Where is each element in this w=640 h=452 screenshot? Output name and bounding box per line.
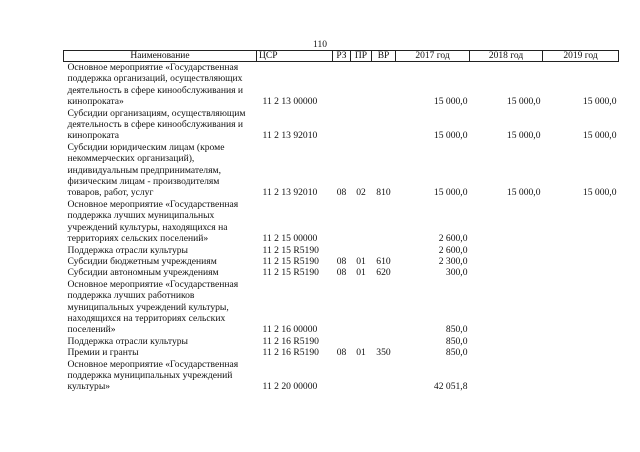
row-vr — [372, 245, 396, 256]
table-row — [64, 256, 619, 267]
row-2018 — [470, 359, 543, 393]
row-pr — [351, 245, 372, 256]
row-2018 — [470, 336, 543, 347]
row-vr — [372, 336, 396, 347]
table-row — [64, 336, 619, 347]
row-2019 — [543, 256, 619, 267]
row-name: Основное мероприятие «Государственная поддержка организаций, осуществляющих деятельность в сфере кинообслуживания и кинопроката» — [67, 62, 244, 108]
row-2017: 300,0 — [445, 267, 468, 279]
row-name: Субсидии бюджетным учреждениям — [67, 255, 217, 267]
row-pr: 01 — [356, 267, 366, 279]
row-2017: 15 000,0 — [433, 130, 468, 142]
row-2018: 15 000,0 — [506, 187, 541, 199]
row-rz — [333, 108, 351, 142]
row-csr: 11 2 13 00000 — [262, 96, 318, 108]
row-2017: 850,0 — [445, 335, 468, 347]
table-row — [64, 62, 619, 108]
row-csr: 11 2 16 R5190 — [262, 335, 319, 347]
row-rz — [333, 279, 351, 336]
row-csr: 11 2 16 R5190 — [262, 347, 319, 359]
row-2017: 15 000,0 — [433, 187, 468, 199]
table-row — [64, 245, 619, 256]
row-pr — [351, 336, 372, 347]
table-row — [64, 199, 619, 245]
row-name: Поддержка отрасли культуры — [67, 244, 188, 256]
row-name: Основное мероприятие «Государственная поддержка муниципальных учреждений культуры» — [67, 358, 239, 393]
header-2019: 2019 год — [543, 51, 619, 62]
row-2017: 2 600,0 — [438, 233, 468, 245]
row-pr: 02 — [356, 187, 366, 199]
header-2018: 2018 год — [470, 51, 543, 62]
row-csr: 11 2 13 92010 — [262, 187, 318, 199]
table-row — [64, 108, 619, 142]
row-2018 — [470, 245, 543, 256]
table-row — [64, 347, 619, 358]
row-rz: 08 — [336, 187, 347, 199]
row-name: Поддержка отрасли культуры — [67, 335, 188, 347]
budget-table — [63, 50, 619, 393]
table-row — [64, 267, 619, 278]
row-name: Субсидии организациям, осуществляющим деятельность в сфере кинообслуживания и кинопроката — [67, 107, 246, 142]
header-csr: ЦСР — [257, 51, 333, 62]
row-vr — [372, 108, 396, 142]
row-pr: 01 — [356, 255, 366, 267]
row-name: Субсидии юридическим лицам (кроме некоммерческих организаций), индивидуальным предпринимателям, физическим лицам - производителям товаров, работ, услуг — [67, 141, 225, 199]
row-csr: 11 2 20 00000 — [262, 381, 318, 393]
row-pr — [351, 359, 372, 393]
row-pr — [351, 279, 372, 336]
row-name: Премии и гранты — [67, 347, 139, 359]
row-2018 — [470, 347, 543, 358]
row-csr: 11 2 15 R5190 — [262, 255, 319, 267]
row-csr: 11 2 15 00000 — [262, 233, 318, 245]
row-2019 — [543, 336, 619, 347]
row-csr: 11 2 15 R5190 — [262, 244, 319, 256]
row-2019 — [543, 347, 619, 358]
row-rz — [333, 359, 351, 393]
row-vr: 810 — [376, 187, 391, 199]
row-2017: 42 051,8 — [433, 381, 468, 393]
row-2019 — [543, 359, 619, 393]
row-2019 — [543, 245, 619, 256]
row-rz — [333, 245, 351, 256]
header-vr: ВР — [372, 51, 396, 62]
row-rz — [333, 62, 351, 108]
row-name: Основное мероприятие «Государственная поддержка лучших муниципальных учреждений культуры, находящихся на территориях сельских поселений» — [67, 198, 239, 245]
row-rz: 08 — [336, 255, 347, 267]
row-2018 — [470, 267, 543, 278]
row-2018: 15 000,0 — [506, 96, 541, 108]
row-csr: 11 2 13 92010 — [262, 130, 318, 142]
header-name: Наименование — [64, 51, 257, 62]
row-vr: 620 — [376, 267, 391, 279]
row-rz: 08 — [336, 267, 347, 279]
row-2018 — [470, 199, 543, 245]
row-2017: 850,0 — [445, 347, 468, 359]
row-pr — [351, 199, 372, 245]
page-number: 110 — [313, 40, 327, 50]
row-2017: 15 000,0 — [433, 96, 468, 108]
row-vr — [372, 199, 396, 245]
row-name: Основное мероприятие «Государственная поддержка лучших работников муниципальных учреждений культуры, находящихся на территориях сельских поселений» — [67, 278, 239, 336]
row-vr — [372, 279, 396, 336]
header-pr: ПР — [351, 51, 372, 62]
row-vr — [372, 359, 396, 393]
row-2017: 850,0 — [445, 324, 468, 336]
row-2018: 15 000,0 — [506, 130, 541, 142]
row-2019 — [543, 199, 619, 245]
table-row — [64, 359, 619, 393]
row-2019 — [543, 267, 619, 278]
row-name: Субсидии автономным учреждениям — [67, 267, 219, 279]
row-2018 — [470, 279, 543, 336]
row-vr: 610 — [376, 255, 391, 267]
row-2018 — [470, 256, 543, 267]
row-2019: 15 000,0 — [582, 130, 617, 142]
row-pr: 01 — [356, 347, 366, 359]
row-rz — [333, 199, 351, 245]
row-2019: 15 000,0 — [582, 187, 617, 199]
row-pr — [351, 108, 372, 142]
table-row — [64, 279, 619, 336]
row-rz: 08 — [336, 347, 347, 359]
row-rz — [333, 336, 351, 347]
row-csr: 11 2 15 R5190 — [262, 267, 319, 279]
table-header-row — [64, 51, 619, 62]
row-csr: 11 2 16 00000 — [262, 324, 318, 336]
header-rz: РЗ — [333, 51, 351, 62]
row-2017: 2 300,0 — [438, 255, 468, 267]
row-vr — [372, 62, 396, 108]
row-2017: 2 600,0 — [438, 244, 468, 256]
row-vr: 350 — [376, 347, 391, 359]
row-2019: 15 000,0 — [582, 96, 617, 108]
header-2017: 2017 год — [396, 51, 470, 62]
row-2019 — [543, 279, 619, 336]
row-pr — [351, 62, 372, 108]
table-row — [64, 142, 619, 199]
